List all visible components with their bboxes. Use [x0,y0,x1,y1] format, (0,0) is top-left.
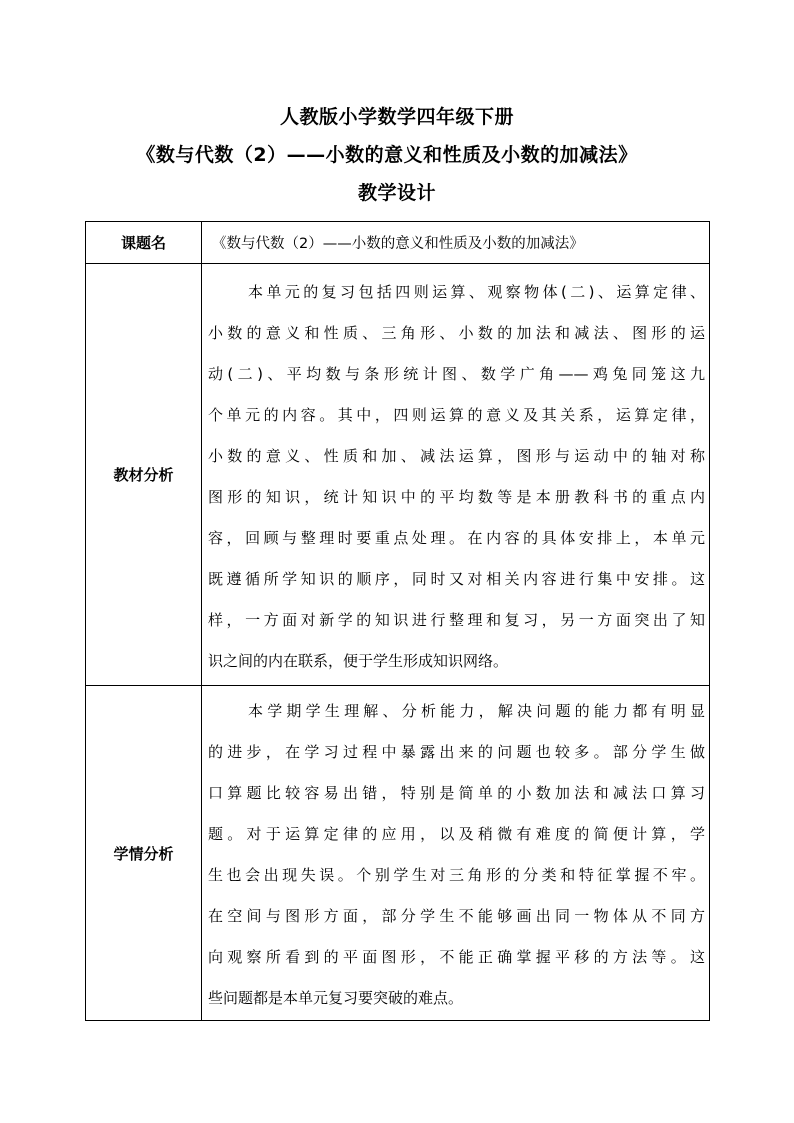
paragraph-line: 的进步，在学习过程中暴露出来的问题也较多。部分学生做 [208,743,705,761]
paragraph-line: 些问题都是本单元复习要突破的难点。 [208,989,464,1007]
topic-value: 《数与代数（2）——小数的意义和性质及小数的加减法》 [202,222,710,264]
material-analysis-content [202,264,710,686]
student-analysis-label: 学情分析 [86,686,202,1021]
paragraph-line: 个单元的内容。其中，四则运算的意义及其关系，运算定律， [208,405,705,424]
paragraph-line: 识之间的内在联系，便于学生形成知识网络。 [208,651,509,670]
table-row-material-analysis [86,264,710,686]
paragraph-line: 既遵循所学知识的顺序，同时又对相关内容进行集中安排。这 [208,569,705,588]
paragraph-line: 口算题比较容易出错，特别是简单的小数加法和减法口算习 [208,784,705,802]
title-unit-line: 《数与代数（2）——小数的意义和性质及小数的加减法》 [136,144,638,166]
paragraph-line: 向观察所看到的平面图形，不能正确掌握平移的方法等。这 [208,948,705,966]
lesson-plan-table [85,221,710,1021]
material-analysis-label: 教材分析 [86,264,202,686]
table-row-student-analysis [86,686,710,1021]
paragraph-line: 本学期学生理解、分析能力，解决问题的能力都有明显 [248,702,705,720]
paragraph-line: 本单元的复习包括四则运算、观察物体(二)、运算定律、 [248,282,705,301]
paragraph-line: 容，回顾与整理时要重点处理。在内容的具体安排上，本单元 [208,528,705,547]
paragraph-line: 图形的知识，统计知识中的平均数等是本册教科书的重点内 [208,487,705,506]
paragraph-line: 样，一方面对新学的知识进行整理和复习，另一方面突出了知 [208,610,705,629]
paragraph-line: 题。对于运算定律的应用，以及稍微有难度的简便计算，学 [208,825,705,843]
paragraph-line: 生也会出现失误。个别学生对三角形的分类和特征掌握不牢。 [208,866,705,884]
paragraph-line: 动(二)、平均数与条形统计图、数学广角——鸡兔同笼这九 [208,364,705,383]
table-row-topic [86,222,710,264]
title-design-line: 教学设计 [357,182,436,204]
document-title [0,98,794,212]
paragraph-line: 在空间与图形方面，部分学生不能够画出同一物体从不同方 [208,907,705,925]
topic-label: 课题名 [86,222,202,264]
paragraph-line: 小数的意义、性质和加、减法运算，图形与运动中的轴对称 [208,446,705,465]
paragraph-line: 小数的意义和性质、三角形、小数的加法和减法、图形的运 [208,323,705,342]
title-grade-line: 人教版小学数学四年级下册 [279,106,514,128]
student-analysis-content [202,686,710,1021]
